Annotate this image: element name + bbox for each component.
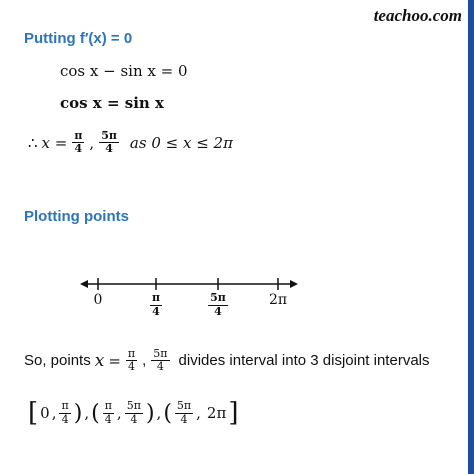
range-text: as 0 ≤ x ≤ 2π — [129, 133, 233, 152]
right-arrow-icon — [290, 280, 298, 288]
tick-label-0: 0 — [93, 292, 103, 308]
therefore-symbol: ∴ — [28, 133, 38, 152]
tick-label-5pi-over-4: $\frac{5\pi}{4}$ — [210, 291, 226, 318]
conclusion-fraction-5pi-over-4: $\frac{5\pi}{4}$ — [153, 347, 168, 374]
heading-plotting-points: Plotting points — [24, 208, 129, 225]
intervals-line: [ 0 , $\frac{\pi}{4}$ ) , ( $\frac{\pi}{4}$ , $\frac{5\pi}{4}$ ) , ( $\frac{5\pi}{4}$ , 2π ] — [28, 398, 239, 428]
fraction-pi-over-4: $\frac{\pi}{4}$ — [74, 129, 83, 156]
left-arrow-icon — [80, 280, 88, 288]
number-line — [80, 270, 300, 300]
equation-cos-minus-sin: cos x − sin x = 0 — [60, 62, 188, 80]
conclusion-eq: = — [108, 351, 121, 370]
conclusion-line: So, points x = $\frac{\pi}{4}$ , $\frac{5\pi}{4}$ divides interval into 3 disjoint intervals — [24, 347, 430, 374]
conclusion-fraction-pi-over-4: $\frac{\pi}{4}$ — [127, 347, 136, 374]
conclusion-prefix: So, points — [24, 352, 91, 370]
interval3-5pi-over-4: $\frac{5\pi}{4}$ — [176, 399, 192, 426]
interval2-pi-over-4: $\frac{\pi}{4}$ — [104, 399, 112, 426]
fraction-5pi-over-4: $\frac{5\pi}{4}$ — [101, 129, 117, 156]
solution-line: ∴ x = $\frac{\pi}{4}$ , $\frac{5\pi}{4}$ as 0 ≤ x ≤ 2π — [28, 129, 233, 156]
interval2-5pi-over-4: $\frac{5\pi}{4}$ — [126, 399, 141, 426]
equation-cos-equals-sin: cos x = sin x — [60, 94, 164, 112]
right-accent-bar — [468, 0, 474, 474]
tick-label-pi-over-4: $\frac{\pi}{4}$ — [151, 291, 161, 318]
heading-putting-derivative: Putting f′(x) = 0 — [24, 30, 133, 47]
interval1-pi-over-4: $\frac{\pi}{4}$ — [61, 399, 69, 426]
x-equals: x = — [41, 133, 68, 152]
teachoo-logo: teachoo.com — [373, 6, 462, 25]
conclusion-suffix: divides interval into 3 disjoint intervals — [178, 352, 430, 370]
tick-label-2pi: 2π — [268, 292, 288, 308]
conclusion-x: x — [94, 350, 105, 371]
